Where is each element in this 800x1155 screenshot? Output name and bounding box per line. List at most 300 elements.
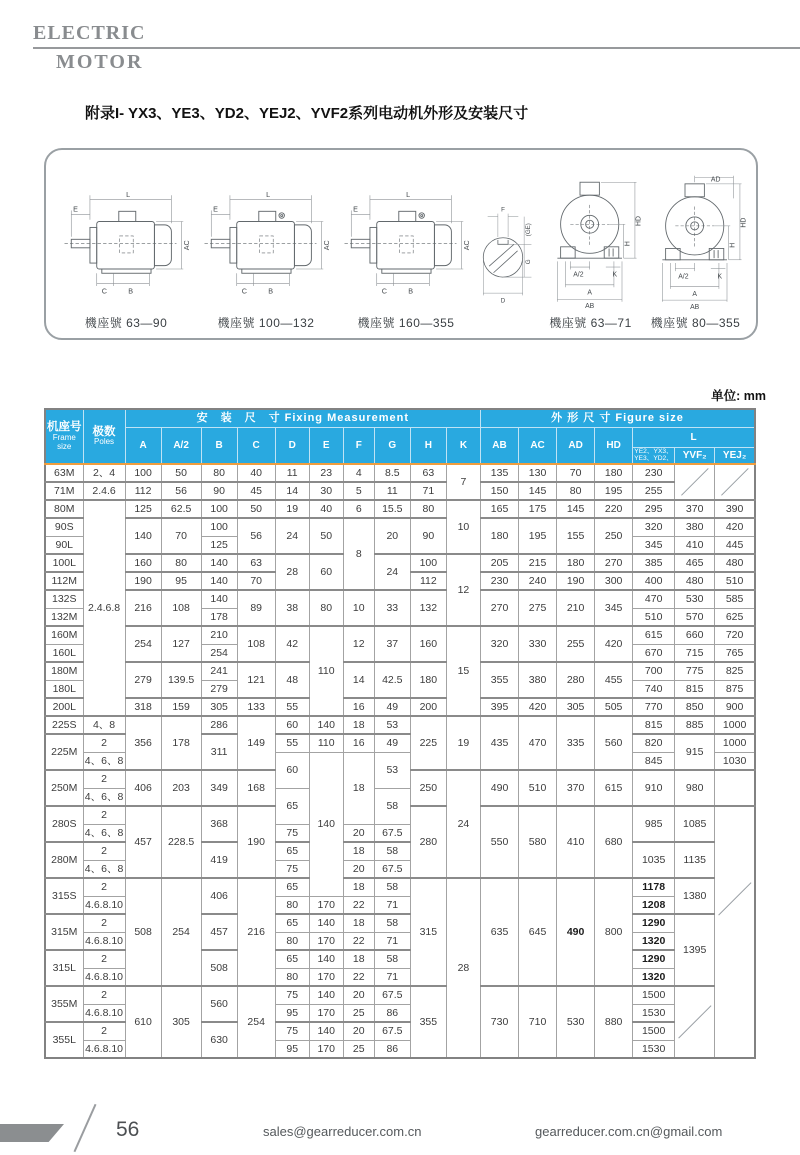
table-cell: 140: [201, 554, 237, 572]
table-cell: 305: [161, 986, 201, 1058]
table-cell: 820: [633, 734, 675, 752]
table-cell: 145: [557, 500, 595, 518]
table-cell: 155: [557, 518, 595, 554]
motor-side-view-icon: [336, 189, 476, 310]
column-header: 外 形 尺 寸 Figure size: [481, 409, 755, 427]
table-cell: 190: [557, 572, 595, 590]
table-cell: 55: [275, 734, 309, 752]
dimension-label: (GE): [524, 223, 532, 237]
motor-side-view-icon: [56, 189, 196, 310]
table-cell: 140: [309, 950, 343, 968]
figure-front-view-80-355: [643, 166, 748, 330]
table-cell: 510: [519, 770, 557, 806]
table-cell: 455: [595, 662, 633, 698]
table-cell: 585: [715, 590, 755, 608]
table-cell: 28: [275, 554, 309, 590]
slash-cell: [715, 464, 755, 500]
table-cell: 80: [275, 968, 309, 986]
table-cell: 20: [374, 518, 410, 554]
dimension-label: AC: [462, 240, 472, 251]
table-cell: 2、4: [83, 464, 125, 482]
table-cell: 570: [675, 608, 715, 626]
table-cell: 380: [519, 662, 557, 698]
table-cell: 508: [201, 950, 237, 986]
column-header: G: [374, 427, 410, 464]
page-title: 附录I- YX3、YE3、YD2、YEJ2、YVF2系列电动机外形及安装尺寸: [85, 105, 529, 122]
table-cell: 315L: [45, 950, 83, 986]
table-cell: 18: [343, 914, 374, 932]
table-cell: 915: [675, 734, 715, 770]
table-cell: 37: [374, 626, 410, 662]
table-cell: 630: [201, 1022, 237, 1058]
table-cell: 286: [201, 716, 237, 734]
table-cell: 7: [446, 464, 480, 500]
table-cell: 200: [410, 698, 446, 716]
table-cell: 132M: [45, 608, 83, 626]
table-cell: 420: [715, 518, 755, 536]
table-cell: 55: [275, 698, 309, 716]
table-cell: 25: [343, 1004, 374, 1022]
table-cell: 240: [519, 572, 557, 590]
table-cell: 20: [343, 824, 374, 842]
table-cell: 279: [125, 662, 161, 698]
table-cell: 70: [161, 518, 201, 554]
dimension-label: C: [101, 286, 107, 296]
table-cell: 225: [410, 716, 446, 770]
table-cell: 305: [557, 698, 595, 716]
table-cell: 25: [343, 1040, 374, 1058]
table-cell: 18: [343, 842, 374, 860]
table-cell: 40: [309, 500, 343, 518]
table-cell: 2.4.6.8: [83, 500, 125, 716]
table-cell: 80: [201, 464, 237, 482]
table-cell: 1500: [633, 1022, 675, 1040]
table-cell: 180: [595, 464, 633, 482]
table-cell: 400: [633, 572, 675, 590]
table-cell: 241: [201, 662, 237, 680]
dimension-label: A: [692, 291, 697, 299]
table-cell: 178: [161, 716, 201, 770]
dimension-label: C: [381, 286, 387, 296]
table-cell: 700: [633, 662, 675, 680]
table-cell: 50: [161, 464, 201, 482]
table-cell: 112: [410, 572, 446, 590]
table-cell: 140: [309, 716, 343, 734]
table-cell: 71: [374, 968, 410, 986]
table-row: [45, 716, 755, 734]
table-cell: 225M: [45, 734, 83, 770]
table-cell: 150: [481, 482, 519, 500]
column-header: C: [237, 427, 275, 464]
table-cell: 140: [201, 590, 237, 608]
table-cell: 14: [343, 662, 374, 698]
table-cell: 60: [309, 554, 343, 590]
table-row: [45, 986, 755, 1004]
table-cell: 130: [519, 464, 557, 482]
table-cell: 210: [557, 590, 595, 626]
figure-side-view-63-90: [56, 166, 196, 330]
table-cell: 58: [374, 878, 410, 896]
table-cell: 16: [343, 734, 374, 752]
table-cell: 200L: [45, 698, 83, 716]
table-cell: 311: [201, 734, 237, 770]
column-header: D: [275, 427, 309, 464]
table-cell: 160M: [45, 626, 83, 644]
dimension-label: K: [717, 273, 723, 281]
table-cell: 22: [343, 896, 374, 914]
dimension-label: A: [587, 289, 592, 297]
table-cell: 6: [343, 500, 374, 518]
table-cell: 770: [633, 698, 675, 716]
table-cell: 20: [343, 986, 374, 1004]
table-cell: 58: [374, 914, 410, 932]
table-cell: 480: [715, 554, 755, 572]
table-cell: 62.5: [161, 500, 201, 518]
table-cell: 139.5: [161, 662, 201, 698]
dimension-label: AD: [710, 176, 721, 184]
column-header: 机座号 Frame size: [45, 409, 83, 464]
table-cell: 815: [633, 716, 675, 734]
table-cell: 225S: [45, 716, 83, 734]
table-cell: 18: [343, 950, 374, 968]
dimension-label: F: [501, 206, 505, 214]
table-cell: 65: [275, 878, 309, 896]
table-cell: 71: [410, 482, 446, 500]
table-row: [45, 518, 755, 536]
figure-shaft-section: [476, 166, 538, 330]
column-header: YEJ₂: [715, 447, 755, 464]
table-cell: 4.6.8.10: [83, 896, 125, 914]
table-cell: 108: [161, 590, 201, 626]
dimension-label: L: [126, 189, 131, 199]
table-row: [45, 698, 755, 716]
table-cell: 315: [410, 878, 446, 986]
table-cell: 1395: [675, 914, 715, 986]
dimension-label: H: [729, 242, 737, 248]
table-cell: 1035: [633, 842, 675, 878]
dimension-label: A/2: [678, 273, 689, 281]
table-cell: 280M: [45, 842, 83, 878]
table-cell: 100: [125, 464, 161, 482]
table-cell: 121: [237, 662, 275, 698]
table-cell: 90: [410, 518, 446, 554]
table-cell: 160: [125, 554, 161, 572]
column-header: AD: [557, 427, 595, 464]
table-cell: 660: [675, 626, 715, 644]
table-cell: 1320: [633, 968, 675, 986]
table-cell: 86: [374, 1040, 410, 1058]
table-cell: 645: [519, 878, 557, 986]
table-cell: 53: [374, 752, 410, 788]
table-cell: 80: [410, 500, 446, 518]
column-header: B: [201, 427, 237, 464]
table-cell: 63M: [45, 464, 83, 482]
table-cell: 330: [519, 626, 557, 662]
table-row: [45, 482, 755, 500]
table-cell: 280: [410, 806, 446, 878]
table-cell: 19: [275, 500, 309, 518]
table-cell: 2: [83, 914, 125, 932]
table-cell: 395: [481, 698, 519, 716]
table-cell: 40: [237, 464, 275, 482]
figure-side-view-100-132: [196, 166, 336, 330]
figure-caption: 機座號 63—71: [549, 316, 632, 330]
table-cell: 195: [519, 518, 557, 554]
table-cell: 24: [275, 518, 309, 554]
table-cell: 49: [374, 698, 410, 716]
table-cell: 1178: [633, 878, 675, 896]
table-cell: 22: [343, 932, 374, 950]
table-cell: 30: [309, 482, 343, 500]
table-row: [45, 626, 755, 644]
table-cell: 95: [275, 1040, 309, 1058]
table-cell: 56: [161, 482, 201, 500]
table-cell: 140: [201, 572, 237, 590]
dimension-label: D: [500, 297, 506, 305]
table-cell: 419: [201, 842, 237, 878]
column-header: YE2、YX3、 YE3、YD2、: [634, 447, 674, 463]
table-cell: 610: [125, 986, 161, 1058]
table-cell: 50: [237, 500, 275, 518]
table-cell: 160: [410, 626, 446, 662]
column-header: AB: [481, 427, 519, 464]
table-cell: 133: [237, 698, 275, 716]
table-cell: 885: [675, 716, 715, 734]
table-cell: 100L: [45, 554, 83, 572]
table-cell: 140: [309, 1022, 343, 1040]
table-cell: 875: [715, 680, 755, 698]
column-header: E: [309, 427, 343, 464]
table-cell: 295: [633, 500, 675, 518]
table-cell: 300: [595, 572, 633, 590]
table-cell: 18: [343, 878, 374, 896]
dimension-label: B: [128, 286, 134, 296]
table-cell: 165: [481, 500, 519, 518]
table-row: [45, 554, 755, 572]
table-cell: 1290: [633, 914, 675, 932]
table-cell: 775: [675, 662, 715, 680]
table-cell: 10: [446, 500, 480, 554]
table-row: [45, 662, 755, 680]
table-cell: 58: [374, 842, 410, 860]
table-cell: 710: [519, 986, 557, 1058]
table-cell: 4: [343, 464, 374, 482]
table-cell: 67.5: [374, 860, 410, 878]
table-cell: 11: [374, 482, 410, 500]
table-cell: 23: [309, 464, 343, 482]
table-cell: 1320: [633, 932, 675, 950]
table-cell: 71M: [45, 482, 83, 500]
table-cell: 65: [275, 788, 309, 824]
table-cell: 71: [374, 932, 410, 950]
table-cell: 65: [275, 914, 309, 932]
table-cell: 1208: [633, 896, 675, 914]
table-cell: 56: [237, 518, 275, 554]
motor-side-view-icon: [196, 189, 336, 310]
dimension-label: A/2: [573, 271, 584, 279]
slash-cell: [675, 986, 715, 1058]
dimension-label: AC: [322, 240, 332, 251]
table-cell: 580: [519, 806, 557, 878]
footer-slash-icon: [74, 1104, 97, 1152]
table-cell: 680: [595, 806, 633, 878]
table-cell: 80: [161, 554, 201, 572]
dimension-label: AC: [182, 240, 192, 251]
table-cell: 635: [481, 878, 519, 986]
table-cell: 270: [595, 554, 633, 572]
table-cell: 159: [161, 698, 201, 716]
table-cell: 4.6.8.10: [83, 932, 125, 950]
column-header: HD: [595, 427, 633, 464]
table-cell: 335: [557, 716, 595, 770]
table-cell: 470: [519, 716, 557, 770]
table-cell: 75: [275, 860, 309, 878]
table-cell: 42: [275, 626, 309, 662]
table-cell: 170: [309, 1004, 343, 1022]
table-cell: 845: [633, 752, 675, 770]
table-cell: 65: [275, 950, 309, 968]
table-cell: 75: [275, 1022, 309, 1040]
table-cell: 135: [481, 464, 519, 482]
table-cell: 67.5: [374, 986, 410, 1004]
dimension-label: B: [408, 286, 414, 296]
table-cell: 4、6、8: [83, 788, 125, 806]
table-cell: 490: [557, 878, 595, 986]
table-cell: 18: [343, 752, 374, 824]
table-cell: 210: [201, 626, 237, 644]
table-cell: 140: [125, 518, 161, 554]
table-cell: 2: [83, 770, 125, 788]
table-cell: 356: [125, 716, 161, 770]
table-cell: 250: [410, 770, 446, 806]
table-cell: 4、8: [83, 716, 125, 734]
table-cell: 10: [343, 590, 374, 626]
table-cell: 60: [275, 716, 309, 734]
table-cell: 45: [237, 482, 275, 500]
table-cell: 4、6、8: [83, 860, 125, 878]
dimension-label: HD: [740, 217, 748, 228]
table-cell: 1290: [633, 950, 675, 968]
table-cell: 60: [275, 752, 309, 788]
table-cell: 980: [675, 770, 715, 806]
dimension-label: L: [406, 189, 411, 199]
unit-label: 单位: mm: [711, 389, 766, 403]
table-cell: 4.6.8.10: [83, 1004, 125, 1022]
table-cell: 33: [374, 590, 410, 626]
table-cell: 1000: [715, 734, 755, 752]
brand-rule: [33, 47, 800, 49]
table-cell: 205: [481, 554, 519, 572]
table-cell: 71: [374, 896, 410, 914]
table-cell: 20: [343, 1022, 374, 1040]
table-cell: 320: [633, 518, 675, 536]
dimension-label: E: [213, 204, 218, 214]
table-cell: 75: [275, 824, 309, 842]
table-cell: 355L: [45, 1022, 83, 1058]
table-cell: 825: [715, 662, 755, 680]
table-cell: 15.5: [374, 500, 410, 518]
table-cell: 270: [481, 590, 519, 626]
table-cell: 765: [715, 644, 755, 662]
dimension-label: C: [241, 286, 247, 296]
table-cell: 89: [237, 590, 275, 626]
table-cell: 615: [595, 770, 633, 806]
table-cell: 230: [633, 464, 675, 482]
table-row: [45, 878, 755, 896]
email-gmail[interactable]: gearreducer.com.cn@gmail.com: [535, 1124, 723, 1139]
table-cell: 250: [595, 518, 633, 554]
column-header: 极数 Poles: [83, 409, 125, 464]
dimension-label: E: [73, 204, 78, 214]
table-cell: 12: [446, 554, 480, 626]
table-cell: 406: [125, 770, 161, 806]
table-cell: 2: [83, 1022, 125, 1040]
table-cell: 1135: [675, 842, 715, 878]
column-header: YVF₂: [675, 447, 715, 464]
table-cell: 2: [83, 878, 125, 896]
table-cell: 355M: [45, 986, 83, 1022]
table-cell: 1530: [633, 1004, 675, 1022]
column-header: AC: [519, 427, 557, 464]
table-cell: 140: [309, 914, 343, 932]
table-cell: 320: [481, 626, 519, 662]
table-cell: 100: [410, 554, 446, 572]
table-cell: 4、6、8: [83, 752, 125, 770]
table-cell: 715: [675, 644, 715, 662]
table-cell: 380: [675, 518, 715, 536]
table-cell: 560: [595, 716, 633, 770]
table-cell: 65: [275, 842, 309, 860]
slash-cell: [675, 464, 715, 500]
table-cell: 11: [275, 464, 309, 482]
table-cell: 254: [237, 986, 275, 1058]
dimension-label: B: [268, 286, 274, 296]
table-cell: 2: [83, 842, 125, 860]
table-cell: 390: [715, 500, 755, 518]
table-cell: 470: [633, 590, 675, 608]
table-cell: 22: [343, 968, 374, 986]
column-header: K: [446, 427, 480, 464]
table-cell: 230: [481, 572, 519, 590]
table-cell: 125: [201, 536, 237, 554]
table-cell: 406: [201, 878, 237, 914]
email-sales[interactable]: sales@gearreducer.com.cn: [263, 1124, 422, 1139]
footer-shape-icon: [0, 1124, 64, 1142]
table-cell: 180: [410, 662, 446, 698]
table-cell: 63: [410, 464, 446, 482]
table-cell: 28: [446, 878, 480, 1058]
slash-cell: [715, 806, 755, 1058]
table-cell: 5: [343, 482, 374, 500]
diagram-panel: [44, 148, 758, 340]
table-cell: 63: [237, 554, 275, 572]
table-cell: 910: [633, 770, 675, 806]
table-cell: 355: [481, 662, 519, 698]
table-cell: 279: [201, 680, 237, 698]
table-cell: 67.5: [374, 1022, 410, 1040]
table-cell: 530: [675, 590, 715, 608]
dimension-label: H: [624, 241, 632, 247]
table-cell: 38: [275, 590, 309, 626]
table-cell: 730: [481, 986, 519, 1058]
table-cell: 1000: [715, 716, 755, 734]
table-cell: 75: [275, 986, 309, 1004]
table-cell: 315S: [45, 878, 83, 914]
table-cell: 100: [201, 500, 237, 518]
table-cell: 368: [201, 806, 237, 842]
table-cell: 349: [201, 770, 237, 806]
table-cell: 132S: [45, 590, 83, 608]
